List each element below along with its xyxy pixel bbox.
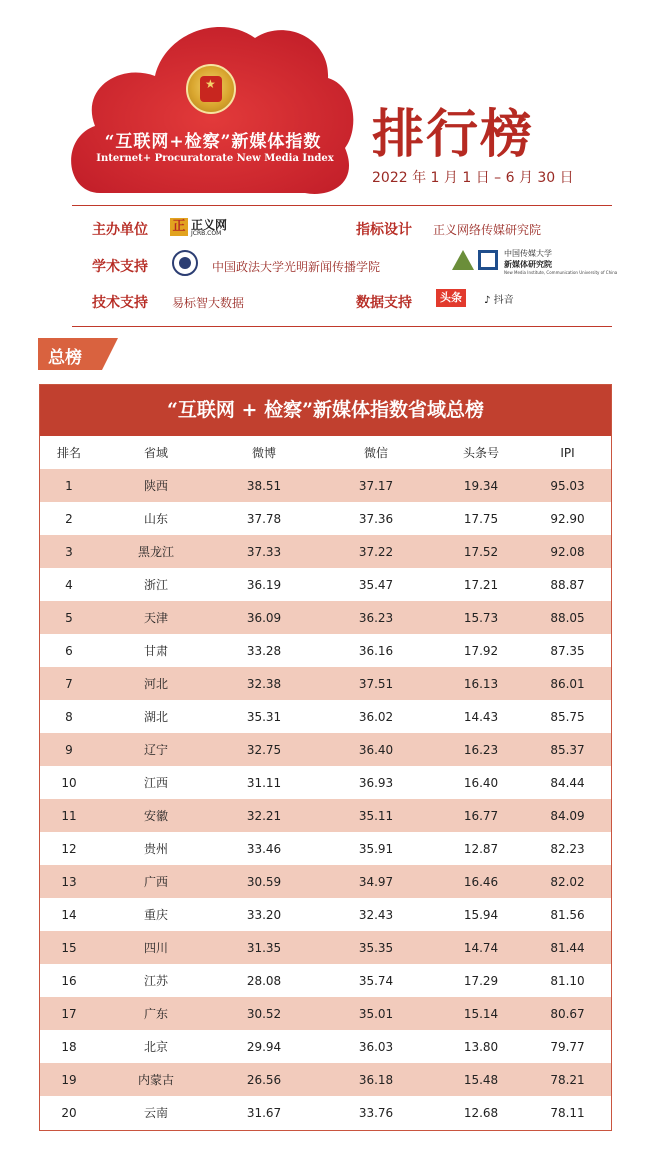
cell-toutiao: 16.46 bbox=[463, 874, 499, 889]
divider-bottom bbox=[72, 326, 612, 327]
cell-weibo: 36.19 bbox=[246, 577, 282, 592]
cell-toutiao: 17.75 bbox=[463, 511, 499, 526]
column-header: IPI bbox=[560, 445, 575, 460]
cell-toutiao: 14.43 bbox=[463, 709, 499, 724]
cell-province: 陕西 bbox=[143, 479, 168, 493]
cell-wechat: 35.74 bbox=[358, 973, 394, 988]
cell-weibo: 37.33 bbox=[246, 544, 282, 559]
academic-label: 学术支持 bbox=[92, 259, 148, 275]
cell-ipi: 82.23 bbox=[550, 841, 585, 856]
cell-wechat: 36.02 bbox=[358, 709, 394, 724]
table-row bbox=[40, 1096, 611, 1129]
table-row bbox=[40, 601, 611, 634]
cell-ipi: 81.44 bbox=[550, 940, 585, 955]
table-row bbox=[40, 700, 611, 733]
cell-rank: 3 bbox=[65, 544, 73, 559]
cell-weibo: 28.08 bbox=[246, 973, 282, 988]
cell-ipi: 84.44 bbox=[550, 775, 585, 790]
cell-wechat: 35.01 bbox=[358, 1006, 394, 1021]
cell-ipi: 92.08 bbox=[550, 544, 585, 559]
cell-weibo: 37.78 bbox=[246, 511, 282, 526]
table-row bbox=[40, 667, 611, 700]
cell-ipi: 81.56 bbox=[550, 907, 585, 922]
table-row bbox=[40, 832, 611, 865]
cell-ipi: 88.05 bbox=[550, 610, 585, 625]
cuc-new-media-logo: 中国传媒大学 新媒体研究院 New Media Institute, Communication University of China bbox=[452, 250, 562, 280]
cell-ipi: 85.75 bbox=[550, 709, 585, 724]
cloud-title: “互联网+检察”新媒体指数 bbox=[104, 132, 322, 152]
cell-province: 广东 bbox=[143, 1007, 168, 1021]
cell-rank: 9 bbox=[65, 742, 73, 757]
column-header: 微博 bbox=[251, 446, 276, 460]
cell-toutiao: 16.13 bbox=[463, 676, 499, 691]
cell-province: 重庆 bbox=[143, 908, 168, 922]
table-row bbox=[40, 1030, 611, 1063]
table-row bbox=[40, 634, 611, 667]
cell-province: 浙江 bbox=[143, 578, 168, 592]
cell-ipi: 88.87 bbox=[550, 577, 585, 592]
procuratorate-emblem-icon: ★ bbox=[186, 64, 236, 114]
column-header: 微信 bbox=[363, 446, 388, 460]
cell-toutiao: 17.52 bbox=[463, 544, 499, 559]
cell-ipi: 86.01 bbox=[550, 676, 585, 691]
toutiao-logo: 头条 bbox=[436, 289, 466, 307]
table-header-row bbox=[40, 436, 611, 469]
table-row bbox=[40, 502, 611, 535]
cell-toutiao: 15.94 bbox=[463, 907, 499, 922]
table-row bbox=[40, 568, 611, 601]
cell-rank: 5 bbox=[65, 610, 73, 625]
douyin-logo: ♪ 抖音 bbox=[484, 295, 514, 306]
cell-weibo: 38.51 bbox=[246, 478, 282, 493]
cell-weibo: 30.59 bbox=[246, 874, 282, 889]
cell-province: 江西 bbox=[143, 776, 168, 790]
cell-toutiao: 17.92 bbox=[463, 643, 499, 658]
cell-province: 湖北 bbox=[143, 710, 168, 724]
cell-rank: 8 bbox=[65, 709, 73, 724]
table-row bbox=[40, 469, 611, 502]
table-title: “互联网 + 检察”新媒体指数省域总榜 bbox=[40, 385, 611, 436]
cell-weibo: 31.67 bbox=[246, 1105, 282, 1120]
cell-toutiao: 14.74 bbox=[463, 940, 499, 955]
table-row bbox=[40, 1063, 611, 1096]
cell-wechat: 35.35 bbox=[358, 940, 394, 955]
cell-ipi: 85.37 bbox=[550, 742, 585, 757]
cell-rank: 20 bbox=[61, 1105, 77, 1120]
cell-weibo: 33.46 bbox=[246, 841, 282, 856]
cell-wechat: 34.97 bbox=[358, 874, 394, 889]
douyin-note-icon: ♪ bbox=[484, 295, 491, 306]
cell-weibo: 36.09 bbox=[246, 610, 282, 625]
zyw-logo: 正 正义网 JCRB.COM bbox=[170, 217, 230, 239]
cell-toutiao: 15.48 bbox=[463, 1072, 499, 1087]
index-design-label: 指标设计 bbox=[356, 222, 412, 238]
cell-ipi: 78.11 bbox=[550, 1105, 585, 1120]
cell-province: 内蒙古 bbox=[137, 1073, 174, 1087]
cell-rank: 17 bbox=[61, 1006, 77, 1021]
cell-wechat: 36.93 bbox=[358, 775, 394, 790]
cell-rank: 15 bbox=[61, 940, 77, 955]
cell-wechat: 36.18 bbox=[358, 1072, 394, 1087]
cell-wechat: 37.36 bbox=[358, 511, 394, 526]
index-design-value: 正义网络传媒研究院 bbox=[433, 223, 542, 237]
cell-rank: 1 bbox=[65, 478, 73, 493]
cell-province: 甘肃 bbox=[143, 644, 168, 658]
cell-province: 贵州 bbox=[143, 842, 168, 856]
cell-rank: 12 bbox=[61, 841, 77, 856]
cell-wechat: 36.40 bbox=[358, 742, 394, 757]
cell-weibo: 32.75 bbox=[246, 742, 282, 757]
cell-province: 安徽 bbox=[143, 809, 168, 823]
cell-rank: 13 bbox=[61, 874, 77, 889]
cell-province: 辽宁 bbox=[143, 743, 168, 757]
date-range: 2022 年 1 月 1 日 – 6 月 30 日 bbox=[372, 170, 574, 186]
cell-wechat: 35.91 bbox=[358, 841, 394, 856]
cell-ipi: 78.21 bbox=[550, 1072, 585, 1087]
cell-ipi: 84.09 bbox=[550, 808, 585, 823]
cell-toutiao: 16.77 bbox=[463, 808, 499, 823]
table-row bbox=[40, 898, 611, 931]
cell-weibo: 35.31 bbox=[246, 709, 282, 724]
cell-toutiao: 15.14 bbox=[463, 1006, 499, 1021]
cell-toutiao: 12.87 bbox=[463, 841, 499, 856]
data-label: 数据支持 bbox=[356, 295, 412, 311]
cell-rank: 4 bbox=[65, 577, 73, 592]
cell-toutiao: 15.73 bbox=[463, 610, 499, 625]
table-row bbox=[40, 865, 611, 898]
table-row bbox=[40, 733, 611, 766]
academic-value: 中国政法大学光明新闻传播学院 bbox=[212, 260, 381, 274]
table-row bbox=[40, 766, 611, 799]
cell-ipi: 87.35 bbox=[550, 643, 585, 658]
cell-weibo: 31.35 bbox=[246, 940, 282, 955]
tech-value: 易标智大数据 bbox=[172, 296, 245, 310]
cell-wechat: 35.47 bbox=[358, 577, 394, 592]
cell-rank: 6 bbox=[65, 643, 73, 658]
cell-wechat: 33.76 bbox=[358, 1105, 394, 1120]
cell-rank: 18 bbox=[61, 1039, 77, 1054]
cell-rank: 10 bbox=[61, 775, 77, 790]
cell-weibo: 31.11 bbox=[246, 775, 282, 790]
section-tab-label: 总榜 bbox=[48, 348, 82, 368]
cell-ipi: 95.03 bbox=[550, 478, 585, 493]
cell-wechat: 37.51 bbox=[358, 676, 394, 691]
cell-toutiao: 19.34 bbox=[463, 478, 499, 493]
cell-province: 北京 bbox=[143, 1040, 168, 1054]
page-title: 排行榜 bbox=[372, 104, 535, 165]
cell-toutiao: 16.40 bbox=[463, 775, 499, 790]
cell-ipi: 81.10 bbox=[550, 973, 585, 988]
cloud-subtitle: Internet+ Procuratorate New Media Index bbox=[96, 153, 334, 164]
ranking-table bbox=[39, 384, 612, 1131]
cell-province: 黑龙江 bbox=[137, 545, 174, 559]
table-row bbox=[40, 931, 611, 964]
cell-wechat: 32.43 bbox=[358, 907, 394, 922]
cell-province: 天津 bbox=[143, 611, 168, 625]
cell-toutiao: 13.80 bbox=[463, 1039, 499, 1054]
cell-province: 广西 bbox=[143, 875, 168, 889]
cell-wechat: 35.11 bbox=[358, 808, 394, 823]
table-row bbox=[40, 997, 611, 1030]
cell-wechat: 37.22 bbox=[358, 544, 394, 559]
cell-weibo: 33.20 bbox=[246, 907, 282, 922]
cell-ipi: 92.90 bbox=[550, 511, 585, 526]
cell-rank: 7 bbox=[65, 676, 73, 691]
cell-rank: 19 bbox=[61, 1072, 77, 1087]
cell-province: 河北 bbox=[143, 677, 168, 691]
cell-weibo: 32.38 bbox=[246, 676, 282, 691]
host-label: 主办单位 bbox=[92, 222, 148, 238]
cell-province: 四川 bbox=[143, 941, 168, 955]
cell-weibo: 30.52 bbox=[246, 1006, 282, 1021]
cell-toutiao: 17.21 bbox=[463, 577, 499, 592]
cell-rank: 11 bbox=[61, 808, 77, 823]
column-header: 省域 bbox=[143, 446, 168, 460]
cell-weibo: 33.28 bbox=[246, 643, 282, 658]
cell-wechat: 36.16 bbox=[358, 643, 394, 658]
cupl-seal-icon bbox=[172, 250, 198, 276]
cell-rank: 16 bbox=[61, 973, 77, 988]
cell-weibo: 29.94 bbox=[246, 1039, 282, 1054]
cell-rank: 14 bbox=[61, 907, 77, 922]
cell-rank: 2 bbox=[65, 511, 73, 526]
cell-toutiao: 17.29 bbox=[463, 973, 499, 988]
cell-toutiao: 12.68 bbox=[463, 1105, 499, 1120]
cell-toutiao: 16.23 bbox=[463, 742, 499, 757]
table-row bbox=[40, 535, 611, 568]
table-row bbox=[40, 799, 611, 832]
cell-ipi: 82.02 bbox=[550, 874, 585, 889]
cell-province: 江苏 bbox=[143, 974, 168, 988]
cell-weibo: 32.21 bbox=[246, 808, 282, 823]
cell-wechat: 37.17 bbox=[358, 478, 394, 493]
cell-wechat: 36.03 bbox=[358, 1039, 394, 1054]
divider-top bbox=[72, 205, 612, 206]
column-header: 排名 bbox=[56, 446, 81, 460]
column-header: 头条号 bbox=[462, 446, 499, 460]
cell-wechat: 36.23 bbox=[358, 610, 394, 625]
cell-ipi: 79.77 bbox=[550, 1039, 585, 1054]
tech-label: 技术支持 bbox=[92, 295, 148, 311]
cell-province: 山东 bbox=[143, 512, 168, 526]
table-row bbox=[40, 964, 611, 997]
cell-ipi: 80.67 bbox=[550, 1006, 585, 1021]
section-tab bbox=[38, 338, 118, 370]
cell-province: 云南 bbox=[143, 1106, 168, 1120]
cell-weibo: 26.56 bbox=[246, 1072, 282, 1087]
